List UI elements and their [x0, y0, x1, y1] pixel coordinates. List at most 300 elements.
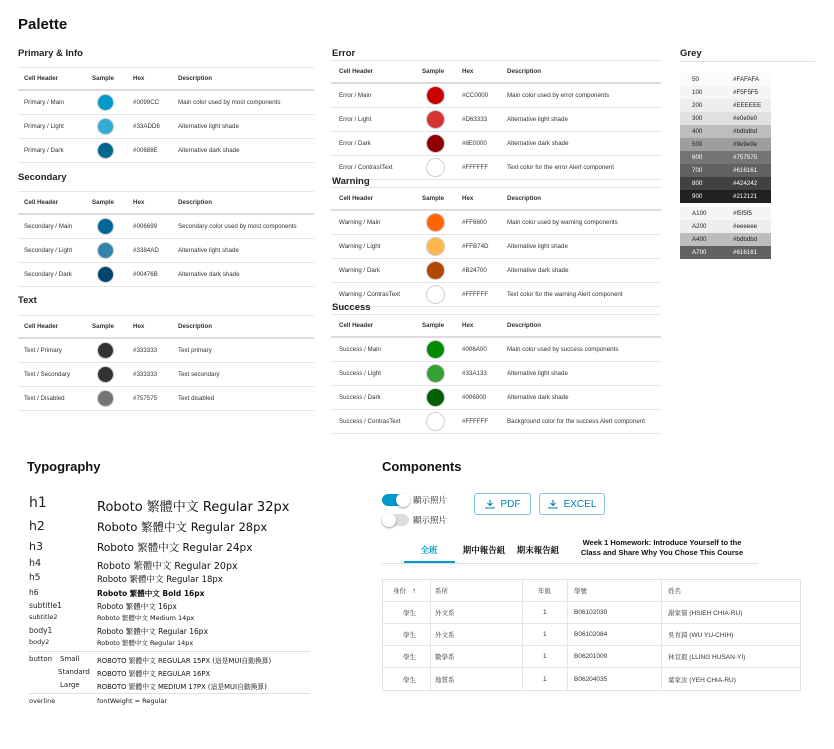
table-cell: 學生 — [403, 610, 416, 617]
palette-row — [331, 156, 661, 180]
hex-value: #FFFFFF — [462, 418, 489, 425]
palette-row — [331, 386, 661, 410]
color-name: Error / Dark — [339, 140, 371, 147]
table-row — [383, 624, 800, 646]
column-divider — [661, 602, 662, 623]
color-swatch — [426, 134, 445, 153]
table-cell: B06102030 — [574, 609, 608, 616]
table-cell: 學生 — [403, 676, 416, 684]
column-divider — [567, 668, 568, 690]
color-description: Text color for the warning Alert component — [507, 291, 623, 298]
column-divider — [661, 646, 662, 667]
swatch-cell — [92, 339, 114, 362]
tabs-divider — [382, 563, 758, 564]
button-size-label: Small — [60, 655, 80, 663]
column-header: Sample — [422, 322, 445, 329]
color-swatch — [97, 218, 114, 235]
color-swatch — [426, 364, 445, 383]
table-row — [383, 668, 800, 690]
grey-hex-value: #FAFAFA — [733, 76, 760, 83]
color-swatch — [426, 110, 445, 129]
warning-table — [331, 187, 661, 307]
color-swatch — [97, 266, 114, 283]
hex-value: #FF6600 — [462, 219, 487, 226]
hex-value: #8E0000 — [462, 140, 487, 147]
primary-table — [18, 67, 314, 163]
table-cell: 學生 — [403, 654, 416, 661]
column-header: Cell Header — [24, 75, 59, 82]
table-cell: 數學系 — [435, 654, 455, 661]
grey-swatch-row — [680, 164, 771, 177]
column-header: Cell Header — [24, 323, 59, 330]
column-divider — [661, 580, 662, 601]
palette-row — [18, 239, 314, 263]
type-style-label: h1 — [29, 495, 47, 511]
table-cell: 外文系 — [435, 610, 455, 617]
secondary-table — [18, 191, 314, 287]
grey-hex-value: #e0e0e0 — [733, 115, 758, 122]
swatch-cell — [422, 362, 445, 385]
palette-row — [331, 338, 661, 362]
type-style-label: body2 — [29, 638, 50, 646]
color-name: Text / Secondary — [24, 371, 71, 378]
grey-shade-name: 500 — [692, 141, 703, 148]
color-description: Text color for the error Alert component — [507, 164, 614, 171]
swatch-cell — [92, 239, 114, 262]
grey-shade-name: 600 — [692, 154, 703, 161]
swatch-cell — [92, 91, 114, 114]
table-cell: 1 — [543, 675, 547, 683]
column-divider — [522, 668, 523, 690]
grey-hex-value: #212121 — [733, 193, 758, 200]
table-cell: 謝家儒 (HSIEH CHIA-RU) — [668, 610, 743, 617]
color-swatch — [426, 412, 445, 431]
photo-switch-off-label: 顯示照片 — [413, 515, 448, 525]
color-name: Success / Light — [339, 370, 381, 377]
color-description: Main color used by most components — [178, 99, 281, 106]
swatch-cell — [92, 263, 114, 286]
students-table — [382, 579, 801, 691]
color-swatch — [97, 118, 114, 135]
swatch-cell — [422, 235, 445, 258]
hex-value: #00688E — [133, 147, 158, 154]
palette-row — [331, 108, 661, 132]
grey-divider — [680, 61, 815, 62]
button-size-sample: ROBOTO 繁體中文 REGULAR 15PX (這是MUI自動換算) — [97, 657, 272, 665]
column-divider — [661, 668, 662, 690]
hex-value: #006000 — [462, 394, 487, 401]
column-header: Hex — [462, 68, 474, 75]
swatch-cell — [422, 386, 445, 409]
grey-hex-value: #EEEEEE — [733, 102, 762, 109]
color-name: Secondary / Dark — [24, 271, 72, 278]
page-title: Palette — [18, 16, 68, 33]
grey-hex-value: #424242 — [733, 180, 758, 187]
type-style-label: h4 — [29, 558, 42, 569]
type-style-label: subtitle1 — [29, 601, 62, 610]
grey-swatch-row — [680, 207, 771, 220]
column-header-name[interactable]: 姓名 — [668, 588, 681, 595]
type-style-sample: Roboto 繁體中文 Bold 16px — [97, 589, 205, 598]
column-header: Sample — [92, 75, 115, 82]
color-description: Text primary — [178, 347, 212, 354]
components-title: Components — [382, 459, 462, 474]
download-icon — [548, 499, 558, 509]
color-name: Secondary / Light — [24, 247, 73, 254]
color-name: Warning / Light — [339, 243, 381, 250]
button-type-label: button — [29, 655, 53, 663]
hex-value: #33ADD6 — [133, 123, 160, 130]
primary-title: Primary & Info — [18, 48, 83, 59]
type-style-label: h2 — [29, 518, 45, 533]
text-table — [18, 315, 314, 411]
error-title: Error — [332, 48, 356, 59]
swatch-cell — [422, 338, 445, 361]
text-title: Text — [18, 295, 37, 306]
column-divider — [430, 668, 431, 690]
table-header-row — [383, 580, 800, 602]
column-header: Hex — [133, 323, 145, 330]
color-description: Main color used by warning components — [507, 219, 618, 226]
table-row — [383, 602, 800, 624]
hex-value: #00476B — [133, 271, 158, 278]
warning-title: Warning — [332, 176, 370, 187]
color-name: Success / Main — [339, 346, 381, 353]
tab-whole-class[interactable]: 全班 — [420, 545, 438, 555]
column-header: Description — [178, 75, 213, 82]
type-style-sample: Roboto 繁體中文 16px — [97, 602, 177, 611]
overline-divider — [29, 693, 310, 694]
type-style-label: h6 — [29, 588, 39, 597]
column-divider — [430, 580, 431, 601]
column-divider — [661, 624, 662, 645]
color-description: Alternative light shade — [507, 370, 568, 377]
hex-value: #B24700 — [462, 267, 487, 274]
grey-shade-name: 300 — [692, 115, 703, 122]
color-swatch — [426, 285, 445, 304]
swatch-cell — [422, 84, 445, 107]
color-description: Alternative dark shade — [507, 267, 569, 274]
swatch-cell — [92, 115, 114, 138]
success-table — [331, 314, 661, 434]
table-row — [383, 646, 800, 668]
column-header: Hex — [133, 75, 145, 82]
column-header: Hex — [462, 195, 474, 202]
color-name: Primary / Main — [24, 99, 64, 106]
table-cell: 學生 — [403, 632, 416, 639]
type-style-sample: Roboto 繁體中文 Regular 20px — [97, 561, 238, 572]
type-style-sample: Roboto 繁體中文 Regular 24px — [97, 542, 253, 555]
table-header-row — [18, 67, 314, 91]
type-style-label: h5 — [29, 573, 41, 583]
grey-hex-value: #9e9e9e — [733, 141, 758, 148]
color-swatch — [97, 342, 114, 359]
error-table — [331, 60, 661, 180]
table-cell: 地質系 — [435, 676, 455, 684]
photo-switch-off[interactable] — [382, 514, 409, 526]
column-header: Hex — [133, 199, 145, 206]
color-description: Main color used by error components — [507, 92, 610, 99]
color-description: Alternative dark shade — [507, 394, 569, 401]
tab-midterm-group[interactable]: 期中報告組 — [462, 545, 506, 555]
column-header: Hex — [462, 322, 474, 329]
color-name: Error / Light — [339, 116, 372, 123]
column-header: Cell Header — [339, 68, 374, 75]
color-swatch — [97, 390, 114, 407]
column-header-grade[interactable]: 年級 — [538, 588, 551, 595]
type-style-label: h3 — [29, 540, 43, 553]
color-description: Alternative light shade — [507, 243, 568, 250]
color-description: Alternative light shade — [178, 123, 239, 130]
hex-value: #3384AD — [133, 247, 159, 254]
color-swatch — [426, 158, 445, 177]
column-header: Description — [178, 323, 213, 330]
table-cell: 1 — [543, 653, 547, 660]
palette-row — [331, 259, 661, 283]
switch-knob — [382, 513, 396, 527]
column-divider — [522, 624, 523, 645]
column-header-student-id[interactable]: 學號 — [574, 588, 587, 595]
color-name: Secondary / Main — [24, 223, 73, 230]
grey-swatch-row — [680, 151, 771, 164]
grey-shade-name: 900 — [692, 193, 703, 200]
grey-shade-name: 700 — [692, 167, 703, 174]
tab-week1-homework[interactable]: Week 1 Homework: Introduce Yourself to the Class and Share Why You Chose This Course — [580, 538, 744, 557]
hex-value: #FFFFFF — [462, 164, 489, 171]
color-swatch — [97, 366, 114, 383]
grey-shade-name: 400 — [692, 128, 703, 135]
grey-shade-name: 200 — [692, 102, 703, 109]
hex-value: #006699 — [133, 223, 158, 230]
grey-hex-value: #bdbdbd — [733, 236, 758, 243]
table-header-row — [331, 60, 661, 84]
palette-row — [331, 362, 661, 386]
hex-value: #333333 — [133, 371, 158, 378]
excel-download-button[interactable] — [539, 493, 605, 515]
column-divider — [567, 580, 568, 601]
grey-shade-name: 100 — [692, 89, 703, 96]
color-swatch — [97, 242, 114, 259]
color-name: Primary / Dark — [24, 147, 64, 154]
grey-hex-value: #616161 — [733, 167, 758, 174]
button-divider — [29, 651, 310, 652]
swatch-cell — [422, 132, 445, 155]
column-header: Description — [507, 195, 542, 202]
switch-knob — [396, 493, 410, 507]
table-header-row — [18, 315, 314, 339]
pdf-download-button[interactable] — [474, 493, 531, 515]
grey-swatch-row — [680, 246, 771, 259]
column-header: Sample — [422, 195, 445, 202]
palette-row — [18, 363, 314, 387]
grey-shade-name: A700 — [692, 249, 707, 256]
type-style-sample: Roboto 繁體中文 Regular 16px — [97, 627, 209, 636]
table-header-row — [331, 187, 661, 211]
swatch-cell — [422, 259, 445, 282]
secondary-title: Secondary — [18, 172, 67, 183]
color-name: Text / Primary — [24, 347, 62, 354]
color-swatch — [426, 213, 445, 232]
column-header: Cell Header — [24, 199, 59, 206]
hex-value: #FFFFFF — [462, 291, 489, 298]
type-style-sample: Roboto 繁體中文 Medium 14px — [97, 614, 195, 622]
success-title: Success — [332, 302, 371, 313]
palette-row — [331, 235, 661, 259]
color-swatch — [426, 261, 445, 280]
table-cell: 1 — [543, 631, 547, 638]
palette-row — [331, 132, 661, 156]
color-swatch — [97, 142, 114, 159]
swatch-cell — [422, 156, 445, 179]
palette-row — [18, 115, 314, 139]
palette-row — [331, 410, 661, 434]
grey-swatch-row — [680, 73, 771, 86]
photo-switch-on-label: 顯示照片 — [413, 495, 448, 505]
color-name: Warning / Main — [339, 219, 381, 226]
typography-title: Typography — [27, 459, 101, 474]
type-style-label: body1 — [29, 626, 53, 635]
grey-shade-name: 800 — [692, 180, 703, 187]
button-size-sample: ROBOTO 繁體中文 REGULAR 16PX — [97, 670, 211, 678]
excel-button-label: EXCEL — [563, 498, 597, 510]
column-header: Sample — [92, 323, 115, 330]
table-cell: 林宣毅 (LLING HUSAN-YI) — [668, 654, 746, 661]
swatch-cell — [422, 108, 445, 131]
palette-row — [18, 91, 314, 115]
type-style-sample: Roboto 繁體中文 Regular 28px — [97, 519, 268, 534]
photo-switch-on[interactable] — [382, 494, 409, 506]
palette-row — [18, 263, 314, 287]
overline-sample: fontWeight = Regular — [97, 697, 168, 705]
palette-row — [18, 387, 314, 411]
palette-row — [331, 211, 661, 235]
column-header: Description — [178, 199, 213, 206]
grey-hex-value: #f5f5f5 — [733, 210, 752, 217]
table-cell: B06201009 — [574, 653, 608, 660]
column-divider — [522, 602, 523, 623]
color-name: Warning / ContrasText — [339, 291, 400, 298]
column-header: Description — [507, 68, 542, 75]
hex-value: #0099CC — [133, 99, 160, 106]
column-header: Sample — [92, 199, 115, 206]
swatch-cell — [422, 283, 445, 306]
hex-value: #33A133 — [462, 370, 487, 377]
palette-row — [18, 339, 314, 363]
color-name: Text / Disabled — [24, 395, 65, 402]
color-description: Alternative dark shade — [178, 271, 240, 278]
type-style-sample: Roboto 繁體中文 Regular 18px — [97, 575, 223, 586]
hex-value: #CC0000 — [462, 92, 489, 99]
grey-swatch-row — [680, 190, 771, 203]
column-divider — [522, 580, 523, 601]
table-cell: B06204035 — [574, 675, 608, 683]
swatch-cell — [92, 363, 114, 386]
palette-row — [331, 84, 661, 108]
color-name: Primary / Light — [24, 123, 64, 130]
table-cell: 葉家汝 (YEH CHIA-RU) — [668, 676, 736, 684]
tab-final-group[interactable]: 期末報告組 — [516, 545, 560, 555]
palette-row — [18, 139, 314, 163]
color-description: Alternative dark shade — [507, 140, 569, 147]
type-style-sample: Roboto 繁體中文 Regular 14px — [97, 639, 194, 647]
table-cell: B06102084 — [574, 631, 608, 638]
hex-value: #FFB74D — [462, 243, 489, 250]
header-identity-label: 身份 — [393, 588, 406, 595]
grey-hex-value: #757575 — [733, 154, 758, 161]
table-cell: 吳育錡 (WU YU-CHIH) — [668, 632, 734, 639]
table-cell: 外文系 — [435, 632, 455, 639]
column-divider — [430, 624, 431, 645]
color-description: Alternative light shade — [178, 247, 239, 254]
grey-hex-value: #616161 — [733, 249, 758, 256]
hex-value: #D63333 — [462, 116, 488, 123]
color-description: Secondary color used by most components — [178, 223, 297, 230]
grey-title: Grey — [680, 48, 702, 59]
color-name: Success / Dark — [339, 394, 381, 401]
column-divider — [567, 602, 568, 623]
column-header-department[interactable]: 系所 — [435, 588, 448, 595]
hex-value: #008A00 — [462, 346, 487, 353]
hex-value: #757575 — [133, 395, 158, 402]
column-divider — [430, 602, 431, 623]
grey-swatch-row — [680, 177, 771, 190]
color-name: Success / ContrasText — [339, 418, 401, 425]
grey-shade-name: 50 — [692, 76, 699, 83]
color-swatch — [426, 388, 445, 407]
column-divider — [430, 646, 431, 667]
column-divider — [522, 646, 523, 667]
type-style-label: subtitle2 — [29, 613, 58, 621]
grey-swatch-row — [680, 99, 771, 112]
color-swatch — [426, 237, 445, 256]
color-description: Alternative dark shade — [178, 147, 240, 154]
swatch-cell — [422, 211, 445, 234]
swatch-cell — [422, 410, 445, 433]
color-swatch — [426, 86, 445, 105]
column-header-identity[interactable] — [393, 580, 416, 601]
table-header-row — [18, 191, 314, 215]
color-description: Main color used by success components — [507, 346, 619, 353]
swatch-cell — [92, 387, 114, 410]
grey-swatch-row — [680, 125, 771, 138]
color-description: Background color for the success Alert component — [507, 418, 645, 425]
color-description: Alternative light shade — [507, 116, 568, 123]
grey-swatch-row — [680, 233, 771, 246]
swatch-cell — [92, 215, 114, 238]
grey-hex-value: #eeeeee — [733, 223, 758, 230]
swatch-cell — [92, 139, 114, 162]
column-header: Sample — [422, 68, 445, 75]
type-style-sample: Roboto 繁體中文 Regular 32px — [97, 499, 290, 515]
button-size-label: Large — [60, 681, 80, 689]
table-cell: 1 — [543, 609, 547, 616]
grey-swatch-row — [680, 112, 771, 125]
color-description: Text secondary — [178, 371, 220, 378]
grey-swatch-row — [680, 86, 771, 99]
overline-label: overline — [29, 697, 56, 705]
column-header: Cell Header — [339, 322, 374, 329]
sort-arrow-icon[interactable]: ↑ — [412, 586, 416, 595]
column-header: Cell Header — [339, 195, 374, 202]
column-divider — [567, 646, 568, 667]
column-header: Description — [507, 322, 542, 329]
color-name: Warning / Dark — [339, 267, 381, 274]
grey-shade-name: A400 — [692, 236, 707, 243]
hex-value: #333333 — [133, 347, 158, 354]
grey-shade-name: A200 — [692, 223, 707, 230]
grey-swatch-row — [680, 138, 771, 151]
grey-hex-value: #F5F5F5 — [733, 89, 759, 96]
